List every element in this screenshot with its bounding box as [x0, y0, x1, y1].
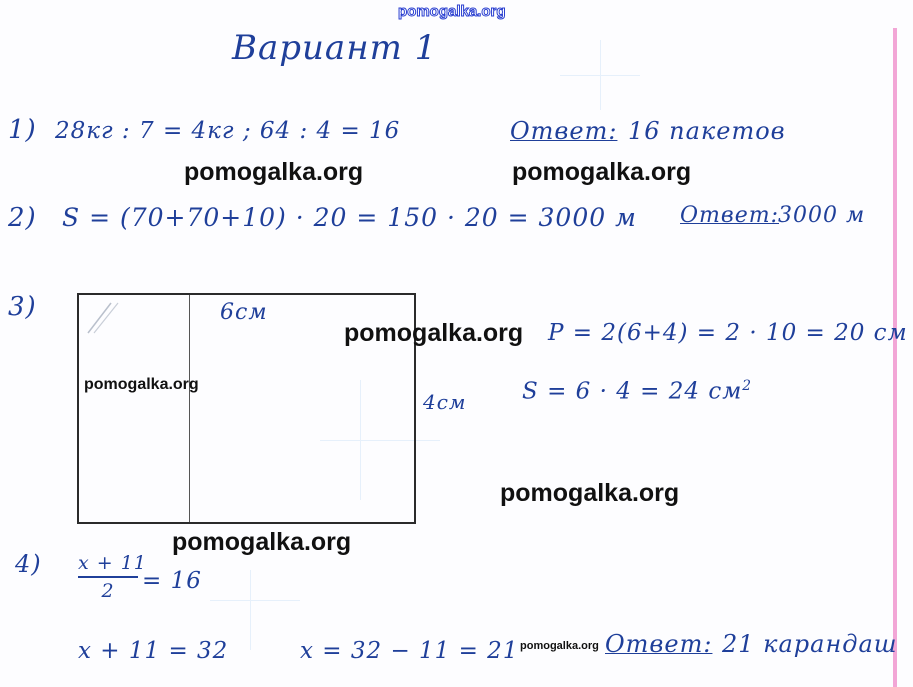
problem-2-work: S = (70+70+10) · 20 = 150 · 20 = 3000 м: [62, 203, 637, 232]
problem-1-number: 1): [8, 115, 37, 145]
perimeter-formula: P = 2(6+4) = 2 · 10 = 20 см: [548, 320, 908, 346]
area-formula: [522, 378, 752, 405]
watermark-3: pomogalka.org: [344, 319, 524, 347]
fraction-denominator: 2: [101, 580, 115, 602]
side-top-label: 6см: [220, 300, 268, 325]
watermark-top: pomogalka.org: [398, 3, 506, 20]
problem-2-answer-label: Ответ:: [680, 203, 779, 228]
watermark-5: pomogalka.org: [500, 479, 680, 507]
faint-grid-line: [250, 570, 251, 650]
area-power: 2: [742, 378, 753, 394]
problem-4-number: 4): [15, 550, 42, 578]
equation-line-2: x + 11 = 32: [78, 638, 229, 664]
watermark-1: pomogalka.org: [184, 158, 364, 186]
problem-3-number: 3): [8, 292, 37, 322]
problem-1-answer-label: Ответ:: [510, 117, 618, 145]
equation-line-3: x = 32 − 11 = 21: [300, 638, 519, 664]
fraction-numerator: x + 11: [78, 552, 147, 574]
watermark-4: pomogalka.org: [84, 376, 199, 393]
problem-1-work: 28кг : 7 = 4кг ; 64 : 4 = 16: [55, 118, 401, 144]
fraction-rhs: = 16: [142, 568, 202, 594]
watermark-2: pomogalka.org: [512, 158, 692, 186]
problem-4-answer-label: Ответ:: [605, 630, 713, 658]
problem-2-answer: 3000 м: [778, 203, 866, 228]
faint-grid-line: [210, 600, 300, 601]
equation-fraction: [78, 552, 147, 602]
faint-grid-line: [560, 75, 640, 76]
watermark-7: pomogalka.org: [520, 640, 599, 652]
pencil-hatch-marks: [86, 300, 126, 335]
watermark-6: pomogalka.org: [172, 528, 352, 556]
side-right-label: 4см: [423, 390, 467, 414]
page-margin-line: [893, 28, 897, 687]
rectangle-divider: [189, 295, 190, 522]
problem-1-answer: 16 пакетов: [628, 117, 786, 145]
fraction-bar: [78, 576, 138, 578]
problem-4-answer: 21 карандаш: [722, 630, 898, 658]
page-title: Вариант 1: [232, 28, 438, 68]
area-formula-text: S = 6 · 4 = 24 см: [522, 378, 743, 405]
problem-2-number: 2): [8, 203, 37, 233]
